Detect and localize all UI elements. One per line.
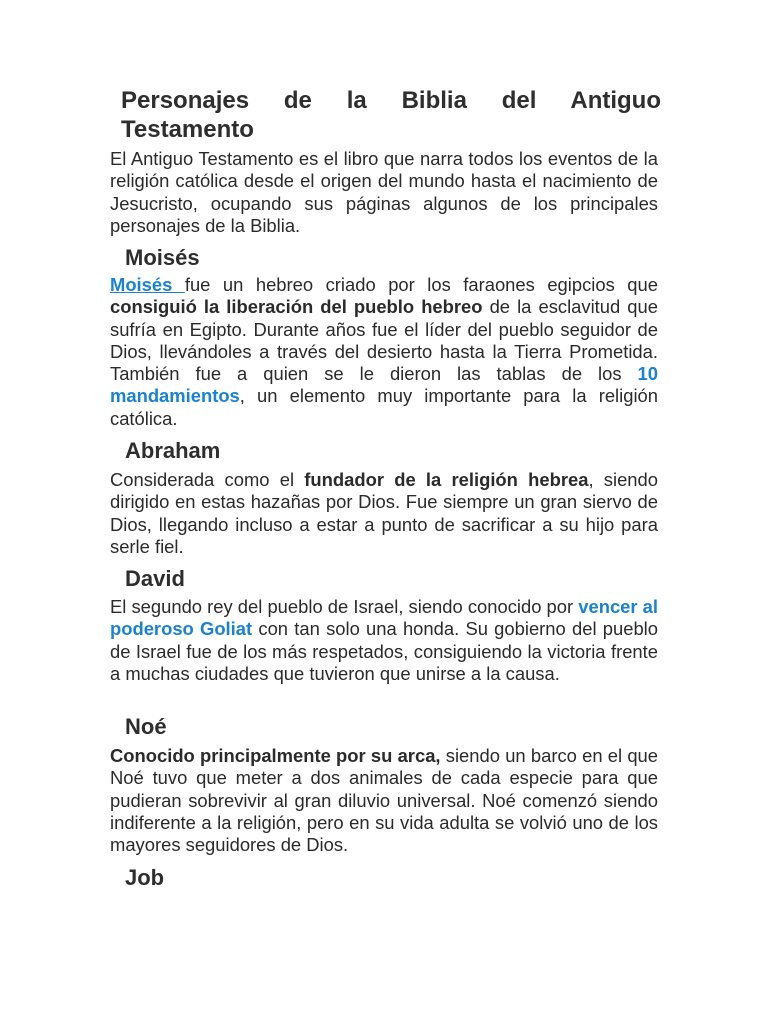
moises-text-1: fue un hebreo criado por los faraones egipcios que <box>184 274 658 295</box>
moises-text-2: de la esclavitud que sufría en Egipto. Durante años fue el líder del pueblo seguidor de Dios, llevándoles a través del desierto hasta la Tierra Prometida. También fue a quien se le dieron las tablas de los <box>110 296 658 385</box>
abraham-text-1: Considerada como el <box>110 469 305 490</box>
section-heading-job: Job <box>125 865 165 890</box>
moises-link[interactable]: Moisés <box>110 274 185 295</box>
abraham-bold-text: fundador de la religión hebrea <box>304 469 589 490</box>
page-title <box>121 86 661 144</box>
section-heading-abraham: Abraham <box>125 438 221 463</box>
david-text-1: El segundo rey del pueblo de Israel, siendo conocido por <box>110 596 579 617</box>
moises-text-3: , un elemento muy importante para la religión católica. <box>110 385 658 429</box>
abraham-text-2: , siendo dirigido en estas hazañas por Dios. Fue siempre un gran siervo de Dios, llegando incluso a estar a punto de sacrificar a su hijo para serle fiel. <box>110 469 658 557</box>
moises-bold-text: consiguió la liberación del pueblo hebreo <box>110 296 483 318</box>
david-paragraph <box>110 596 658 685</box>
noe-bold-text: Conocido principalmente por su arca, <box>110 745 441 766</box>
section-heading-noe: Noé <box>125 714 167 739</box>
section-heading-david: David <box>125 566 185 591</box>
page-title-line-1: Personajes de la Biblia del Antiguo <box>121 87 661 114</box>
noe-text-1: siendo un barco en el que Noé tuvo que meter a dos animales de cada especie para que pudieran sobrevivir al gran diluvio universal. Noé comenzó siendo indiferente a la religión, pero en su vida adulta se volvió uno de los mayores seguidores de Dios. <box>110 745 659 856</box>
abraham-paragraph <box>110 469 658 558</box>
moises-paragraph <box>110 274 658 430</box>
goliat-link[interactable]: vencer al poderoso Goliat <box>110 596 659 640</box>
intro-paragraph: El Antiguo Testamento es el libro que narra todos los eventos de la religión católica desde el origen del mundo hasta el nacimiento de Jesucristo, ocupando sus páginas algunos de los principales personajes de la Biblia. <box>110 148 658 236</box>
david-text-2: con tan solo una honda. Su gobierno del pueblo de Israel fue de los más respetados, consiguiendo la victoria frente a muchas ciudades que tuvieron que unirse a la causa. <box>110 618 658 684</box>
page-title-line-2: Testamento <box>121 116 254 143</box>
section-heading-moises: Moisés <box>125 245 200 270</box>
noe-paragraph <box>110 745 658 856</box>
ten-commandments-link[interactable]: 10 mandamientos <box>110 363 658 407</box>
